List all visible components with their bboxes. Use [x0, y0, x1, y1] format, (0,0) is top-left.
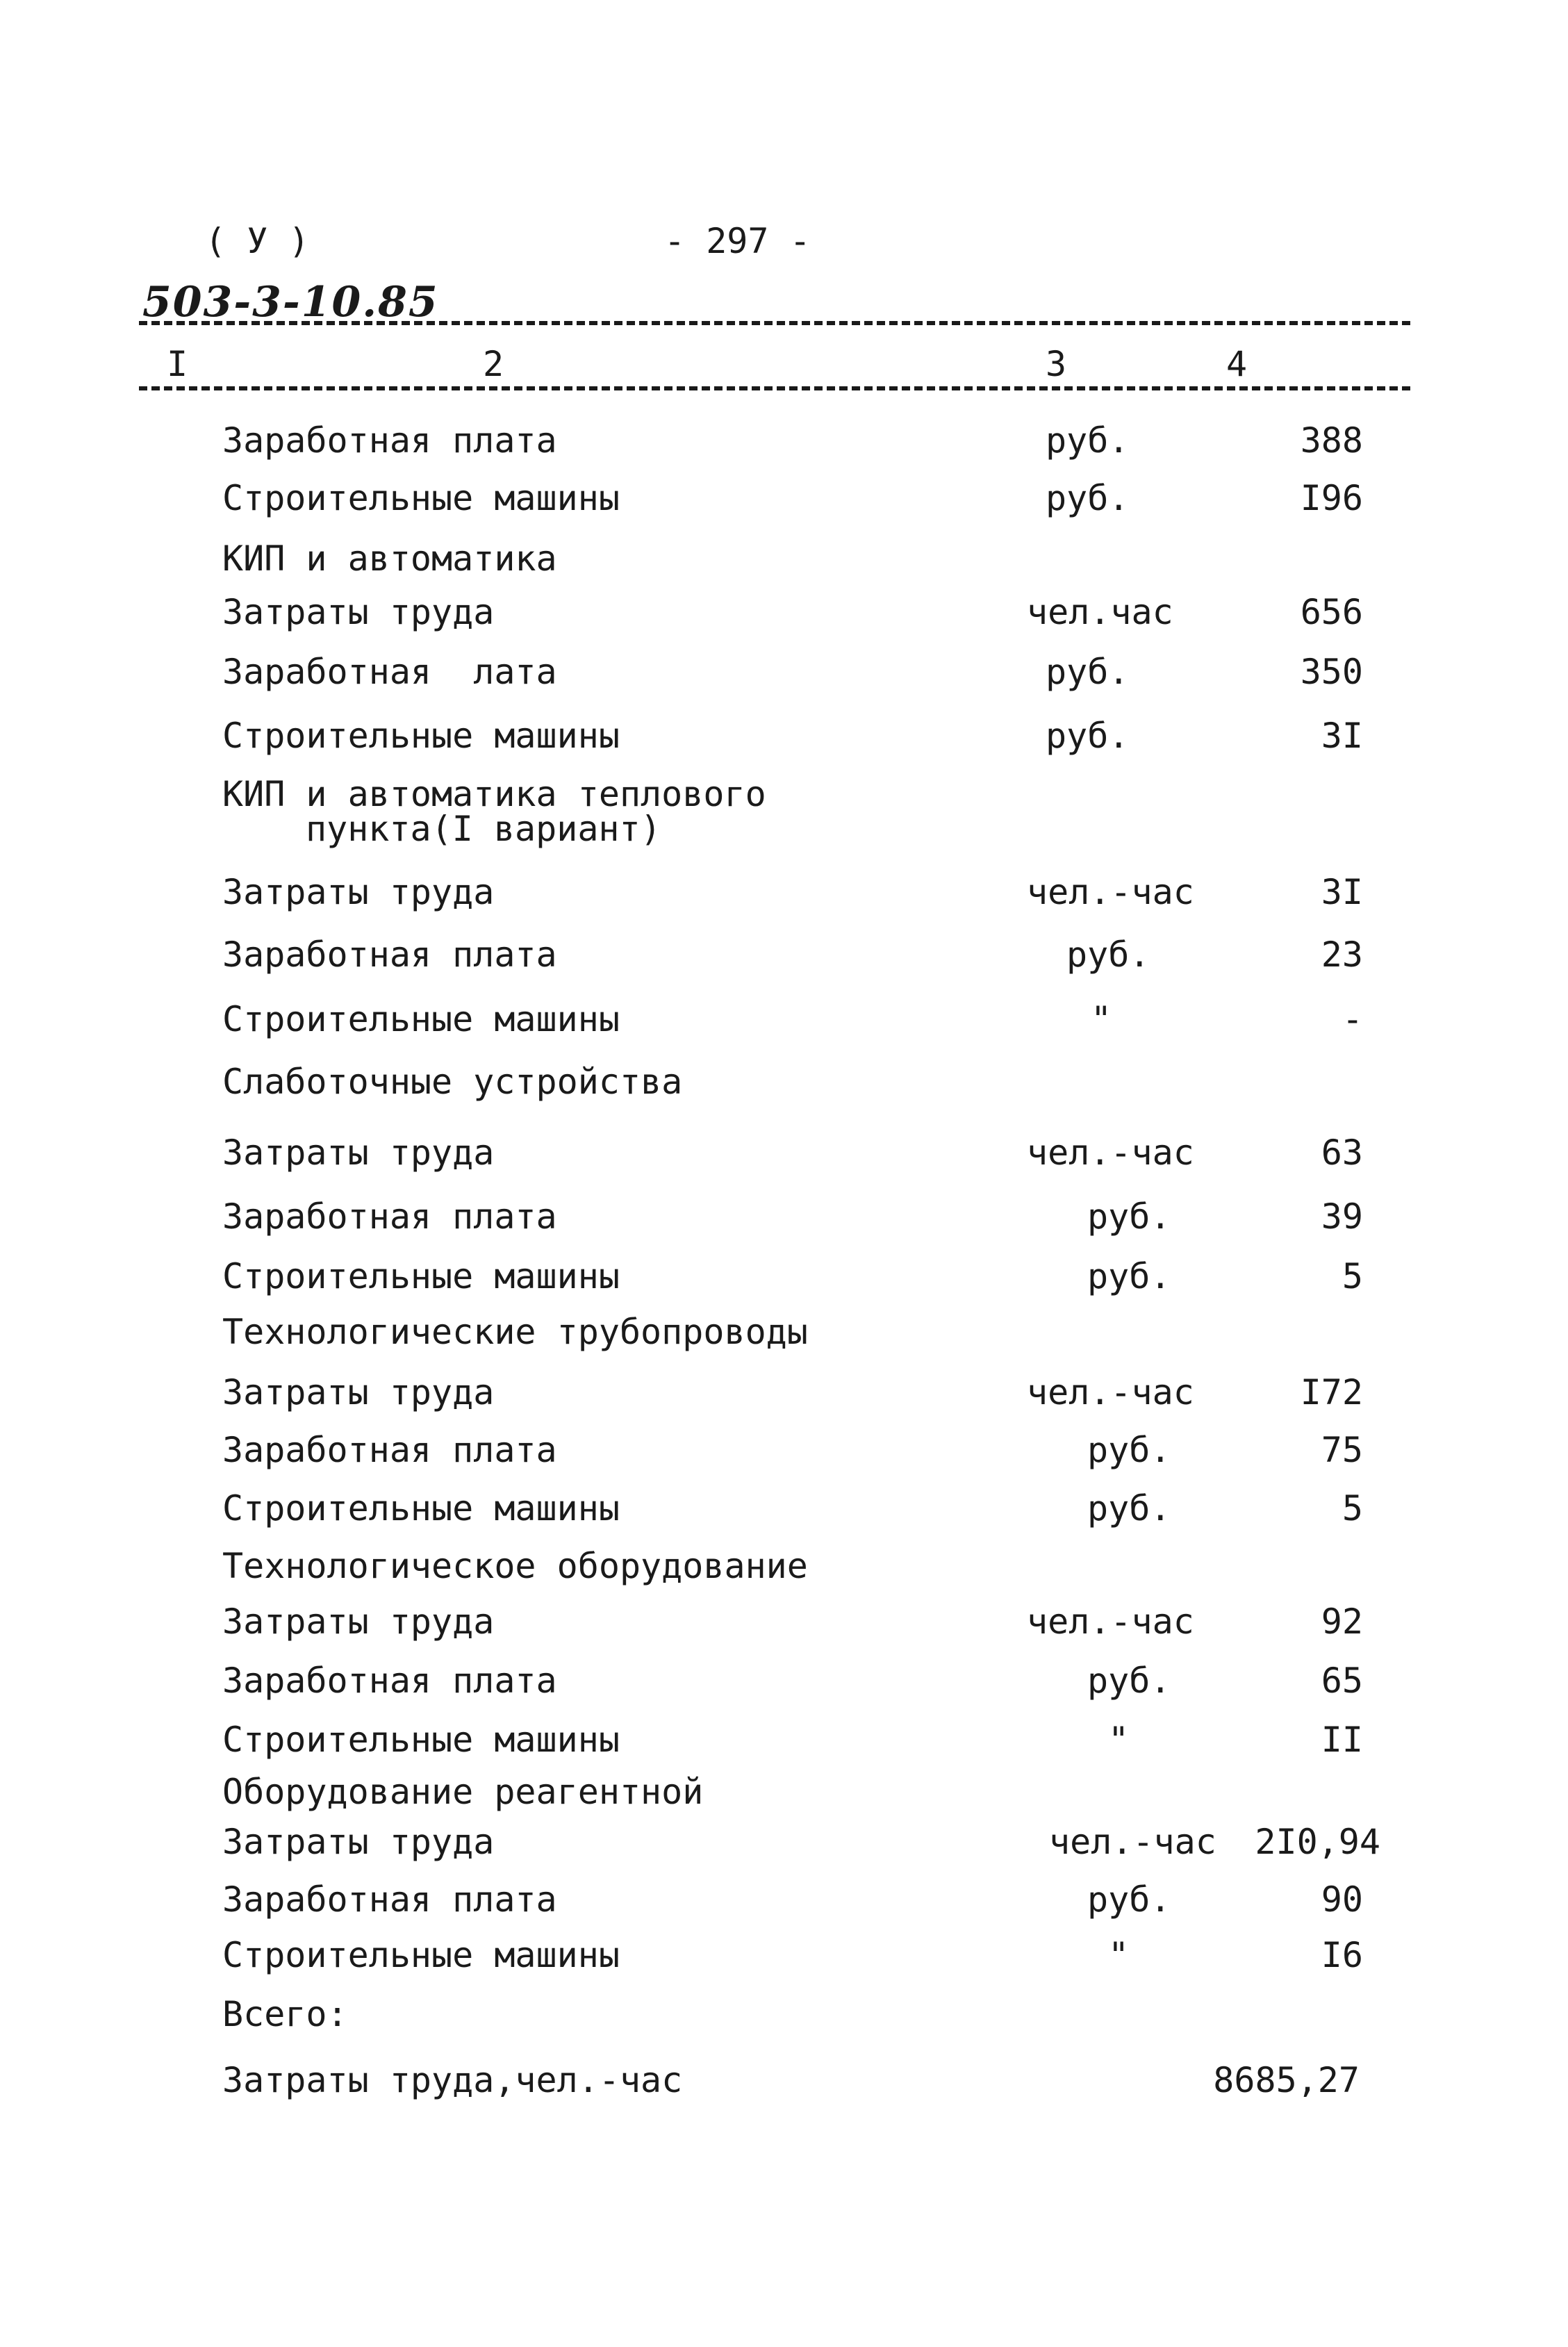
row-value: 388 [1300, 420, 1363, 461]
row-name: Заработная плата [222, 1879, 557, 1920]
table-row [0, 1772, 1568, 1813]
row-unit: чел.-час [1027, 872, 1194, 912]
section-heading: Слаботочные устройства [222, 1062, 683, 1102]
row-value: I6 [1321, 1935, 1363, 1975]
row-name: Заработная плата [222, 934, 557, 975]
total-value: 8685,27 [1213, 2060, 1360, 2100]
row-unit: руб. [1066, 934, 1150, 975]
row-unit: чел.-час [1027, 1601, 1194, 1642]
table-row [0, 2060, 1568, 2102]
table-row [0, 1994, 1568, 2036]
row-unit: руб. [1046, 716, 1130, 756]
total-label: Затраты труда,чел.-час [222, 2060, 683, 2100]
table-row [0, 999, 1568, 1041]
row-name: Строительные машины [222, 999, 620, 1039]
section-heading: Технологические трубопроводы [222, 1312, 808, 1352]
row-value: 5 [1342, 1488, 1363, 1529]
row-value: 90 [1321, 1879, 1363, 1920]
row-name: Затраты труда [222, 872, 495, 912]
column-header-3: 3 [1046, 344, 1067, 384]
row-name: Заработная плата [222, 420, 557, 461]
section-heading: КИП и автоматика [222, 538, 557, 579]
row-name: Затраты труда [222, 1601, 495, 1642]
row-name: Строительные машины [222, 1720, 620, 1760]
row-name: Заработная плата [222, 1196, 557, 1237]
table-row [0, 1062, 1568, 1103]
table-row [0, 1372, 1568, 1414]
row-unit: " [1108, 1935, 1130, 1975]
row-value: 65 [1321, 1661, 1363, 1701]
row-unit: чел.-час [1027, 1133, 1194, 1173]
row-unit: " [1108, 1720, 1130, 1760]
row-name: Затраты труда [222, 1372, 495, 1413]
row-unit: руб. [1087, 1879, 1171, 1920]
row-value: 39 [1321, 1196, 1363, 1237]
table-row [0, 652, 1568, 693]
section-heading-line-1: КИП и автоматика теплового [222, 774, 766, 814]
column-header-4: 4 [1226, 344, 1248, 384]
table-row [0, 1430, 1568, 1472]
row-name: Заработная лата [222, 652, 557, 692]
table-row [0, 1879, 1568, 1921]
section-heading: Технологическое оборудование [222, 1546, 808, 1586]
row-name: Строительные машины [222, 716, 620, 756]
row-name: Затраты труда [222, 1133, 495, 1173]
row-unit: руб. [1087, 1661, 1171, 1701]
row-value: I96 [1300, 478, 1363, 518]
row-unit: " [1091, 999, 1112, 1039]
table-row [0, 1661, 1568, 1702]
row-unit: чел.-час [1027, 1372, 1194, 1413]
row-value: 3I [1321, 872, 1363, 912]
table-row [0, 538, 1568, 580]
row-name: Затраты труда [222, 1822, 495, 1862]
row-name: Заработная плата [222, 1661, 557, 1701]
row-value: 92 [1321, 1601, 1363, 1642]
table-row [0, 1256, 1568, 1298]
row-name: Затраты труда [222, 592, 495, 632]
row-name: Строительные машины [222, 478, 620, 518]
row-value: 350 [1300, 652, 1363, 692]
row-name: Строительные машины [222, 1488, 620, 1529]
total-heading: Всего: [222, 1994, 348, 2034]
section-heading [222, 774, 848, 849]
table-row [0, 1546, 1568, 1588]
row-unit: руб. [1087, 1196, 1171, 1237]
table-row [0, 592, 1568, 634]
row-unit: руб. [1046, 420, 1130, 461]
row-name: Строительные машины [222, 1256, 620, 1296]
table-row [0, 478, 1568, 520]
table-row [0, 872, 1568, 914]
table-row [0, 1822, 1568, 1863]
table-row [0, 1312, 1568, 1353]
row-value: 23 [1321, 934, 1363, 975]
row-unit: руб. [1087, 1256, 1171, 1296]
row-value: I72 [1300, 1372, 1363, 1413]
row-value: 656 [1300, 592, 1363, 632]
table-row [0, 1133, 1568, 1174]
row-value: 2I0,94 [1255, 1822, 1380, 1862]
row-value: 5 [1342, 1256, 1363, 1296]
column-header-2: 2 [483, 344, 504, 384]
table-row [0, 934, 1568, 976]
row-unit: руб. [1087, 1488, 1171, 1529]
section-heading: Оборудование реагентной [222, 1772, 704, 1812]
table-row [0, 1196, 1568, 1238]
table-row [0, 1935, 1568, 1977]
table-row [0, 774, 1568, 853]
table-row [0, 1720, 1568, 1761]
row-name: Заработная плата [222, 1430, 557, 1470]
row-value: 63 [1321, 1133, 1363, 1173]
row-unit: чел.-час [1049, 1822, 1216, 1862]
section-heading-line-2: пункта(I вариант) [306, 809, 661, 849]
row-unit: руб. [1087, 1430, 1171, 1470]
document-code: 503-3-10.85 [142, 278, 439, 327]
row-unit: руб. [1046, 478, 1130, 518]
row-value: 3I [1321, 716, 1363, 756]
table-row [0, 716, 1568, 757]
row-name: Строительные машины [222, 1935, 620, 1975]
table-row [0, 1488, 1568, 1530]
table-row [0, 420, 1568, 462]
section-mark: ( У ) [205, 221, 310, 261]
row-value: 75 [1321, 1430, 1363, 1470]
page-number: - 297 - [664, 221, 811, 261]
table-row [0, 1601, 1568, 1643]
column-header-1: I [167, 344, 188, 384]
row-unit: чел.час [1027, 592, 1173, 632]
row-value: - [1342, 999, 1363, 1039]
row-unit: руб. [1046, 652, 1130, 692]
row-value: II [1321, 1720, 1363, 1760]
